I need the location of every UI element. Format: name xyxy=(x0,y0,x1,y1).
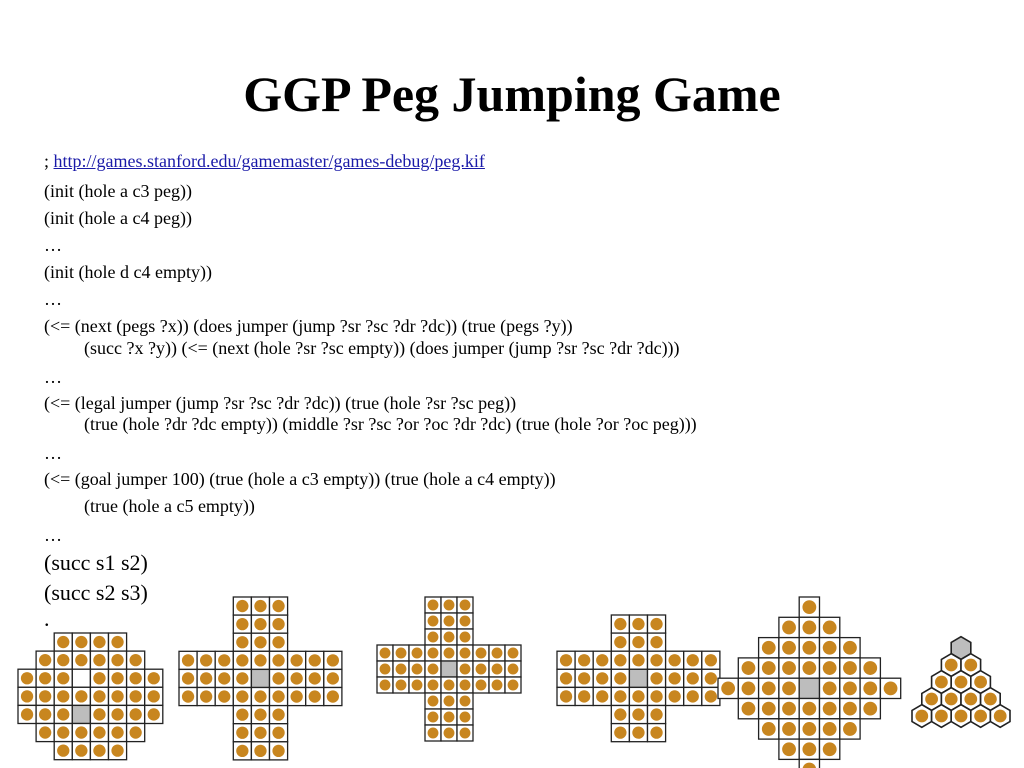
peg xyxy=(254,690,266,702)
peg xyxy=(129,672,141,684)
peg xyxy=(21,708,33,720)
peg-board-wiegleb-cross xyxy=(557,615,720,742)
peg xyxy=(444,712,455,723)
peg xyxy=(428,632,439,643)
peg xyxy=(632,618,644,630)
code-line: (succ ?x ?y)) (<= (next (hole ?sr ?sc empty)) (does jumper (jump ?sr ?sc ?dr ?dc))) xyxy=(84,338,680,358)
peg xyxy=(945,693,958,706)
peg xyxy=(508,680,519,691)
peg xyxy=(309,672,321,684)
peg xyxy=(236,727,248,739)
peg xyxy=(129,690,141,702)
peg xyxy=(614,708,626,720)
peg xyxy=(994,710,1007,723)
empty-hole xyxy=(72,705,90,723)
peg xyxy=(687,672,699,684)
code-line: (init (hole a c4 peg)) xyxy=(44,208,192,228)
peg xyxy=(974,676,987,689)
peg xyxy=(476,664,487,675)
peg xyxy=(823,742,837,756)
peg xyxy=(428,728,439,739)
peg xyxy=(254,708,266,720)
slide-title: GGP Peg Jumping Game xyxy=(243,66,781,122)
peg xyxy=(93,726,105,738)
peg xyxy=(254,636,266,648)
peg xyxy=(802,722,816,736)
peg xyxy=(380,680,391,691)
peg xyxy=(236,708,248,720)
peg xyxy=(182,690,194,702)
peg xyxy=(272,690,284,702)
peg xyxy=(863,661,877,675)
code-line: (succ s2 s3) xyxy=(44,580,148,605)
peg xyxy=(632,690,644,702)
code-line: (true (hole ?dr ?dc empty)) (middle ?sr ?sc ?or ?oc ?dr ?dc) (true (hole ?or ?oc peg))) xyxy=(84,414,697,434)
peg xyxy=(742,702,756,716)
peg xyxy=(762,681,776,695)
peg-board-european-diamond xyxy=(18,633,163,760)
peg xyxy=(236,690,248,702)
peg xyxy=(93,690,105,702)
peg xyxy=(492,648,503,659)
peg xyxy=(93,672,105,684)
peg xyxy=(254,745,266,757)
peg xyxy=(57,708,69,720)
peg xyxy=(39,690,51,702)
peg xyxy=(236,636,248,648)
peg xyxy=(272,654,284,666)
peg xyxy=(632,636,644,648)
peg xyxy=(596,690,608,702)
peg xyxy=(460,616,471,627)
peg xyxy=(182,654,194,666)
peg xyxy=(396,648,407,659)
peg xyxy=(823,681,837,695)
peg xyxy=(21,672,33,684)
peg xyxy=(236,600,248,612)
peg xyxy=(705,672,717,684)
peg xyxy=(843,681,857,695)
peg xyxy=(111,726,123,738)
peg xyxy=(614,726,626,738)
peg xyxy=(327,672,339,684)
peg xyxy=(782,702,796,716)
peg xyxy=(272,618,284,630)
peg xyxy=(290,672,302,684)
peg xyxy=(327,654,339,666)
peg xyxy=(272,708,284,720)
peg xyxy=(925,693,938,706)
peg xyxy=(578,690,590,702)
code-line: (succ s1 s2) xyxy=(44,550,148,575)
peg xyxy=(460,680,471,691)
peg xyxy=(802,742,816,756)
peg xyxy=(974,710,987,723)
peg xyxy=(782,641,796,655)
peg xyxy=(915,710,928,723)
peg xyxy=(802,621,816,635)
ellipsis-line: … xyxy=(44,443,62,463)
peg xyxy=(327,690,339,702)
peg xyxy=(762,702,776,716)
empty-hole xyxy=(441,661,457,677)
peg xyxy=(614,636,626,648)
peg xyxy=(428,616,439,627)
peg xyxy=(460,664,471,675)
peg xyxy=(129,726,141,738)
empty-hole xyxy=(629,669,647,687)
peg xyxy=(444,616,455,627)
peg xyxy=(93,708,105,720)
peg xyxy=(57,636,69,648)
peg xyxy=(560,690,572,702)
peg xyxy=(129,708,141,720)
ellipsis-line: … xyxy=(44,367,62,387)
code-line: (<= (legal jumper (jump ?sr ?sc ?dr ?dc)) (true (hole ?sr ?sc peg)) xyxy=(44,393,517,413)
peg xyxy=(614,618,626,630)
peg xyxy=(596,654,608,666)
peg xyxy=(428,712,439,723)
peg xyxy=(428,680,439,691)
peg xyxy=(444,696,455,707)
peg xyxy=(93,654,105,666)
peg xyxy=(444,600,455,611)
peg xyxy=(254,600,266,612)
peg xyxy=(75,690,87,702)
peg xyxy=(148,708,160,720)
peg xyxy=(200,690,212,702)
code-line: . xyxy=(44,606,50,631)
peg xyxy=(75,636,87,648)
peg xyxy=(560,654,572,666)
peg xyxy=(57,690,69,702)
peg xyxy=(762,661,776,675)
peg xyxy=(668,672,680,684)
peg xyxy=(884,681,898,695)
peg xyxy=(650,690,662,702)
peg xyxy=(782,722,796,736)
peg xyxy=(396,664,407,675)
peg xyxy=(782,661,796,675)
peg xyxy=(396,680,407,691)
peg xyxy=(823,722,837,736)
peg xyxy=(823,641,837,655)
peg xyxy=(935,676,948,689)
peg xyxy=(39,726,51,738)
peg xyxy=(650,726,662,738)
peg-board-triangle xyxy=(912,637,1010,728)
peg xyxy=(75,726,87,738)
peg xyxy=(802,661,816,675)
peg xyxy=(21,690,33,702)
peg xyxy=(182,672,194,684)
peg xyxy=(578,672,590,684)
peg xyxy=(460,600,471,611)
peg xyxy=(412,648,423,659)
peg xyxy=(57,744,69,756)
peg xyxy=(148,672,160,684)
peg xyxy=(945,659,958,672)
peg xyxy=(782,681,796,695)
peg xyxy=(964,693,977,706)
peg xyxy=(444,680,455,691)
peg xyxy=(687,690,699,702)
peg xyxy=(782,742,796,756)
peg xyxy=(632,726,644,738)
peg xyxy=(476,648,487,659)
peg xyxy=(508,648,519,659)
peg xyxy=(823,621,837,635)
peg xyxy=(309,654,321,666)
peg xyxy=(218,690,230,702)
peg-board-english-cross xyxy=(179,597,342,760)
peg xyxy=(272,600,284,612)
peg xyxy=(955,676,968,689)
peg xyxy=(309,690,321,702)
peg xyxy=(39,654,51,666)
peg xyxy=(236,618,248,630)
code-line: (true (hole a c5 empty)) xyxy=(84,496,255,516)
peg xyxy=(412,664,423,675)
peg xyxy=(668,654,680,666)
peg xyxy=(57,672,69,684)
code-line: (<= (next (pegs ?x)) (does jumper (jump ?sr ?sc ?dr ?dc)) (true (pegs ?y)) xyxy=(44,316,573,336)
peg xyxy=(290,654,302,666)
peg xyxy=(578,654,590,666)
code-line: (init (hole a c3 peg)) xyxy=(44,181,192,201)
code-line: (init (hole d c4 empty)) xyxy=(44,262,212,282)
peg xyxy=(444,728,455,739)
peg xyxy=(782,621,796,635)
peg xyxy=(843,641,857,655)
peg xyxy=(762,641,776,655)
peg xyxy=(236,672,248,684)
code-line: (<= (goal jumper 100) (true (hole a c3 empty)) (true (hole a c4 empty)) xyxy=(44,469,556,489)
peg xyxy=(650,654,662,666)
peg xyxy=(843,722,857,736)
peg xyxy=(39,708,51,720)
peg xyxy=(254,727,266,739)
peg xyxy=(218,654,230,666)
peg-board-diamond xyxy=(718,597,901,768)
ellipsis-line: … xyxy=(44,235,62,255)
peg xyxy=(57,726,69,738)
peg xyxy=(762,722,776,736)
ellipsis-line: … xyxy=(44,289,62,309)
comment-prefix: ; xyxy=(44,151,54,171)
peg xyxy=(721,681,735,695)
empty-hole xyxy=(799,678,819,698)
peg xyxy=(428,600,439,611)
peg xyxy=(444,632,455,643)
peg xyxy=(75,744,87,756)
ellipsis-line: … xyxy=(44,525,62,545)
peg xyxy=(236,745,248,757)
peg xyxy=(742,681,756,695)
peg xyxy=(742,661,756,675)
peg xyxy=(802,702,816,716)
peg xyxy=(428,648,439,659)
peg xyxy=(614,672,626,684)
peg xyxy=(650,636,662,648)
peg xyxy=(863,702,877,716)
peg xyxy=(39,672,51,684)
peg xyxy=(236,654,248,666)
peg xyxy=(650,672,662,684)
peg xyxy=(802,600,816,614)
peg xyxy=(129,654,141,666)
peg xyxy=(935,710,948,723)
peg xyxy=(802,641,816,655)
peg xyxy=(75,654,87,666)
peg xyxy=(843,661,857,675)
peg xyxy=(290,690,302,702)
peg xyxy=(460,728,471,739)
peg xyxy=(705,690,717,702)
empty-hole xyxy=(251,669,269,687)
peg xyxy=(964,659,977,672)
peg xyxy=(272,745,284,757)
peg xyxy=(823,702,837,716)
peg xyxy=(111,654,123,666)
peg xyxy=(614,690,626,702)
peg xyxy=(492,664,503,675)
source-link[interactable]: http://games.stanford.edu/gamemaster/games-debug/peg.kif xyxy=(53,151,485,171)
peg xyxy=(614,654,626,666)
peg xyxy=(254,618,266,630)
peg xyxy=(380,664,391,675)
peg xyxy=(650,618,662,630)
peg xyxy=(412,680,423,691)
peg xyxy=(254,654,266,666)
peg xyxy=(560,672,572,684)
peg xyxy=(272,727,284,739)
peg xyxy=(57,654,69,666)
peg xyxy=(460,712,471,723)
peg xyxy=(380,648,391,659)
peg xyxy=(863,681,877,695)
peg xyxy=(200,654,212,666)
peg xyxy=(93,744,105,756)
peg xyxy=(984,693,997,706)
peg xyxy=(668,690,680,702)
peg xyxy=(460,632,471,643)
peg xyxy=(687,654,699,666)
peg xyxy=(476,680,487,691)
peg xyxy=(272,636,284,648)
peg xyxy=(428,664,439,675)
peg xyxy=(508,664,519,675)
peg xyxy=(460,696,471,707)
peg xyxy=(111,744,123,756)
peg xyxy=(93,636,105,648)
peg xyxy=(444,648,455,659)
peg xyxy=(148,690,160,702)
peg xyxy=(428,696,439,707)
peg xyxy=(111,672,123,684)
peg xyxy=(596,672,608,684)
peg xyxy=(272,672,284,684)
peg xyxy=(650,708,662,720)
peg xyxy=(632,654,644,666)
peg xyxy=(111,708,123,720)
peg xyxy=(843,702,857,716)
peg xyxy=(492,680,503,691)
peg-board-german-cross xyxy=(377,597,521,741)
peg xyxy=(705,654,717,666)
peg xyxy=(111,690,123,702)
board-cell xyxy=(72,669,90,687)
peg xyxy=(200,672,212,684)
peg xyxy=(823,661,837,675)
peg xyxy=(955,710,968,723)
peg xyxy=(632,708,644,720)
peg xyxy=(460,648,471,659)
peg xyxy=(111,636,123,648)
peg xyxy=(218,672,230,684)
